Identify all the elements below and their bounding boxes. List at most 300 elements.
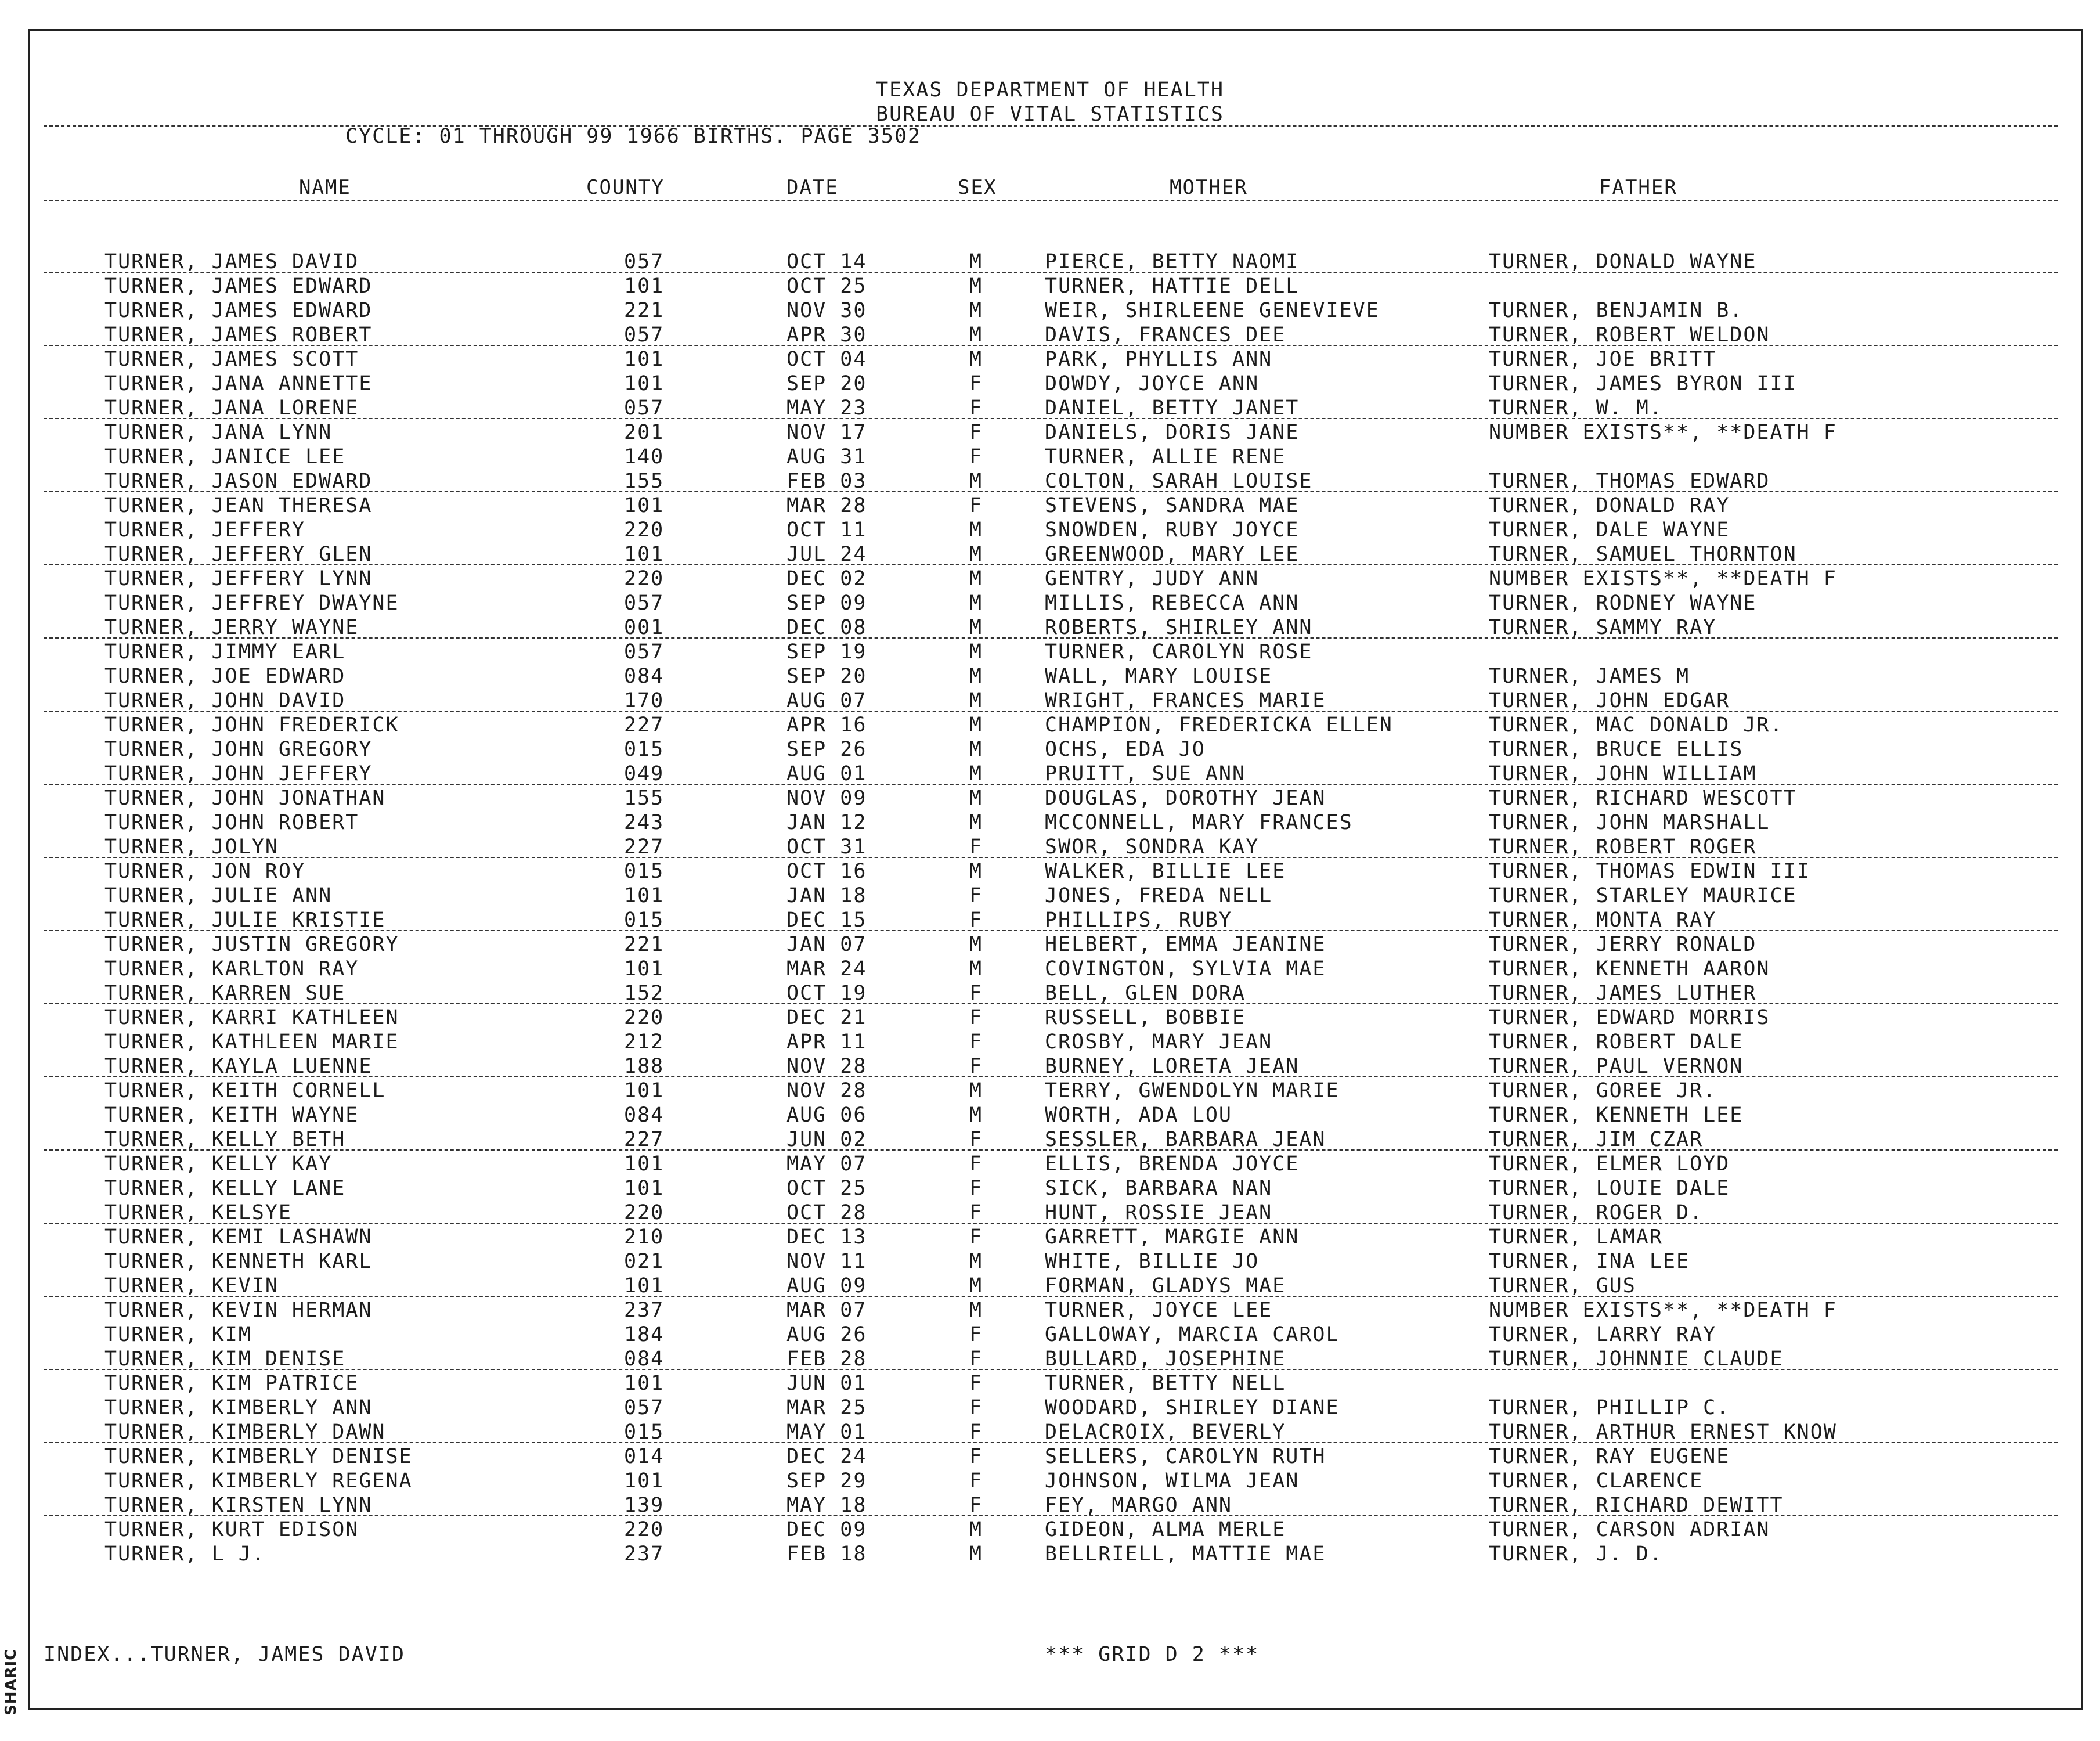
cell-father: TURNER, ELMER LOYD (1489, 1152, 1730, 1176)
cell-date: SEP 29 (786, 1469, 867, 1493)
cell-mother: FEY, MARGO ANN (1045, 1494, 1233, 1517)
cell-father: TURNER, J. D. (1489, 1542, 1663, 1566)
cell-county: 101 (624, 957, 665, 981)
cell-name: TURNER, JEFFERY (104, 518, 306, 542)
cell-sex: F (969, 1323, 983, 1346)
cell-county: 057 (624, 640, 665, 664)
table-row (0, 786, 2100, 810)
cell-sex: F (969, 1225, 983, 1249)
cell-county: 101 (624, 1152, 665, 1176)
cell-mother: DANIEL, BETTY JANET (1045, 396, 1300, 420)
table-row (0, 1030, 2100, 1054)
cell-sex: M (969, 762, 983, 785)
cell-mother: SICK, BARBARA NAN (1045, 1177, 1273, 1200)
cell-county: 220 (624, 1201, 665, 1224)
cell-date: APR 16 (786, 713, 867, 737)
cell-county: 212 (624, 1030, 665, 1054)
cell-county: 021 (624, 1250, 665, 1273)
table-row (0, 615, 2100, 640)
cell-date: NOV 30 (786, 299, 867, 322)
cell-date: SEP 20 (786, 372, 867, 395)
cell-date: OCT 28 (786, 1201, 867, 1224)
cell-name: TURNER, L J. (104, 1542, 265, 1566)
cell-county: 084 (624, 1104, 665, 1127)
cell-mother: WHITE, BILLIE JO (1045, 1250, 1260, 1273)
cell-father: TURNER, MONTA RAY (1489, 909, 1717, 932)
cycle-line: CYCLE: 01 THROUGH 99 1966 BIRTHS. PAGE 3502 (345, 125, 922, 148)
cell-sex: M (969, 592, 983, 615)
table-row (0, 640, 2100, 664)
cell-date: AUG 26 (786, 1323, 867, 1346)
cell-mother: PIERCE, BETTY NAOMI (1045, 250, 1300, 273)
bureau-title: BUREAU OF VITAL STATISTICS (876, 103, 1224, 126)
cell-mother: DANIELS, DORIS JANE (1045, 421, 1300, 444)
cell-mother: DELACROIX, BEVERLY (1045, 1421, 1286, 1444)
cell-mother: DAVIS, FRANCES DEE (1045, 323, 1286, 347)
cell-sex: M (969, 713, 983, 737)
cell-sex: M (969, 787, 983, 810)
cell-father: TURNER, SAMMY RAY (1489, 616, 1717, 639)
row-group-rule (44, 857, 2058, 858)
cell-name: TURNER, KATHLEEN MARIE (104, 1030, 399, 1054)
cell-date: JUN 01 (786, 1372, 867, 1395)
cell-date: OCT 11 (786, 518, 867, 542)
cell-name: TURNER, KURT EDISON (104, 1518, 359, 1541)
cell-date: OCT 31 (786, 835, 867, 859)
cell-county: 101 (624, 494, 665, 517)
cell-father: TURNER, STARLEY MAURICE (1489, 884, 1797, 907)
cell-father: TURNER, EDWARD MORRIS (1489, 1006, 1770, 1029)
table-row (0, 689, 2100, 713)
cell-date: MAY 18 (786, 1494, 867, 1517)
table-row (0, 445, 2100, 469)
table-row (0, 810, 2100, 835)
table-row (0, 542, 2100, 567)
row-group-rule (44, 1003, 2058, 1004)
cell-date: FEB 18 (786, 1542, 867, 1566)
cell-mother: MILLIS, REBECCA ANN (1045, 592, 1300, 615)
cell-sex: F (969, 982, 983, 1005)
cell-father: NUMBER EXISTS**, **DEATH F (1489, 1299, 1837, 1322)
cell-mother: BURNEY, LORETA JEAN (1045, 1055, 1300, 1078)
cell-name: TURNER, JIMMY EARL (104, 640, 346, 664)
table-row (0, 664, 2100, 689)
table-row (0, 1420, 2100, 1444)
cell-sex: M (969, 1079, 983, 1102)
row-group-rule (44, 1223, 2058, 1224)
cell-name: TURNER, JOHN FREDERICK (104, 713, 399, 737)
cell-mother: BELL, GLEN DORA (1045, 982, 1246, 1005)
cell-county: 155 (624, 470, 665, 493)
cell-name: TURNER, JANA LYNN (104, 421, 333, 444)
cell-mother: GALLOWAY, MARCIA CAROL (1045, 1323, 1340, 1346)
cell-mother: TURNER, HATTIE DELL (1045, 275, 1300, 298)
cell-mother: GREENWOOD, MARY LEE (1045, 543, 1300, 566)
cell-name: TURNER, JANA ANNETTE (104, 372, 373, 395)
table-row (0, 1054, 2100, 1079)
cell-date: MAR 07 (786, 1299, 867, 1322)
cell-sex: M (969, 348, 983, 371)
cell-mother: TURNER, JOYCE LEE (1045, 1299, 1273, 1322)
cell-sex: M (969, 299, 983, 322)
table-row (0, 737, 2100, 762)
cell-name: TURNER, KARREN SUE (104, 982, 346, 1005)
cell-mother: SESSLER, BARBARA JEAN (1045, 1128, 1326, 1151)
cell-mother: ELLIS, BRENDA JOYCE (1045, 1152, 1300, 1176)
cell-sex: F (969, 1006, 983, 1029)
column-header-sex: SEX (958, 176, 997, 199)
cell-date: MAY 23 (786, 396, 867, 420)
table-row (0, 323, 2100, 347)
cell-name: TURNER, JEFFREY DWAYNE (104, 592, 399, 615)
cell-father: TURNER, JAMES LUTHER (1489, 982, 1757, 1005)
cell-father: TURNER, LAMAR (1489, 1225, 1663, 1249)
table-row (0, 1469, 2100, 1493)
cell-county: 201 (624, 421, 665, 444)
cell-date: MAR 24 (786, 957, 867, 981)
cell-sex: F (969, 1152, 983, 1176)
cell-name: TURNER, JOHN JEFFERY (104, 762, 373, 785)
cell-county: 014 (624, 1445, 665, 1468)
cell-county: 227 (624, 1128, 665, 1151)
row-group-rule (44, 564, 2058, 565)
cell-name: TURNER, JANICE LEE (104, 445, 346, 468)
table-row (0, 298, 2100, 323)
cell-mother: MCCONNELL, MARY FRANCES (1045, 811, 1353, 834)
table-row (0, 1322, 2100, 1347)
cell-sex: F (969, 396, 983, 420)
table-row (0, 1201, 2100, 1225)
cell-mother: HELBERT, EMMA JEANINE (1045, 933, 1326, 956)
column-header-father: FATHER (1599, 176, 1677, 199)
cell-date: MAY 01 (786, 1421, 867, 1444)
table-row (0, 908, 2100, 932)
cell-mother: WALKER, BILLIE LEE (1045, 860, 1286, 883)
cell-sex: F (969, 835, 983, 859)
cell-father: TURNER, JOHN WILLIAM (1489, 762, 1757, 785)
cell-father: TURNER, CARSON ADRIAN (1489, 1518, 1770, 1541)
cell-mother: ROBERTS, SHIRLEY ANN (1045, 616, 1313, 639)
cell-sex: F (969, 1421, 983, 1444)
cell-county: 221 (624, 299, 665, 322)
cell-sex: F (969, 1128, 983, 1151)
cell-name: TURNER, JEFFERY LYNN (104, 567, 373, 590)
cell-sex: M (969, 957, 983, 981)
cell-father: TURNER, INA LEE (1489, 1250, 1690, 1273)
row-group-rule (44, 711, 2058, 712)
table-row (0, 1347, 2100, 1371)
cell-sex: M (969, 738, 983, 761)
cell-sex: M (969, 1518, 983, 1541)
cell-county: 210 (624, 1225, 665, 1249)
cell-county: 220 (624, 1518, 665, 1541)
cell-sex: F (969, 1396, 983, 1419)
table-row (0, 250, 2100, 274)
cell-sex: F (969, 1177, 983, 1200)
cell-father: TURNER, THOMAS EDWIN III (1489, 860, 1810, 883)
cell-name: TURNER, JERRY WAYNE (104, 616, 359, 639)
column-header-name: NAME (299, 176, 351, 199)
cell-date: JUL 24 (786, 543, 867, 566)
cell-county: 170 (624, 689, 665, 712)
table-row (0, 713, 2100, 737)
cell-name: TURNER, KAYLA LUENNE (104, 1055, 373, 1078)
cell-name: TURNER, JOHN DAVID (104, 689, 346, 712)
cell-father: TURNER, JOHN EDGAR (1489, 689, 1730, 712)
cell-mother: WOODARD, SHIRLEY DIANE (1045, 1396, 1340, 1419)
cell-county: 057 (624, 323, 665, 347)
table-row (0, 420, 2100, 445)
table-row (0, 859, 2100, 884)
cell-mother: SELLERS, CAROLYN RUTH (1045, 1445, 1326, 1468)
table-row (0, 1493, 2100, 1517)
cell-county: 015 (624, 1421, 665, 1444)
cell-date: APR 11 (786, 1030, 867, 1054)
cell-father: TURNER, BENJAMIN B. (1489, 299, 1744, 322)
cell-date: OCT 04 (786, 348, 867, 371)
table-row (0, 1396, 2100, 1420)
cell-county: 049 (624, 762, 665, 785)
cell-county: 227 (624, 835, 665, 859)
cell-father: TURNER, PAUL VERNON (1489, 1055, 1744, 1078)
cell-date: AUG 01 (786, 762, 867, 785)
cell-father: TURNER, MAC DONALD JR. (1489, 713, 1784, 737)
cell-date: AUG 06 (786, 1104, 867, 1127)
cell-father: NUMBER EXISTS**, **DEATH F (1489, 421, 1837, 444)
cell-sex: M (969, 518, 983, 542)
cell-date: DEC 08 (786, 616, 867, 639)
table-row (0, 493, 2100, 518)
table-row (0, 347, 2100, 372)
cell-father: TURNER, JIM CZAR (1489, 1128, 1704, 1151)
cell-father: TURNER, BRUCE ELLIS (1489, 738, 1744, 761)
cell-date: OCT 19 (786, 982, 867, 1005)
cell-date: FEB 28 (786, 1347, 867, 1371)
cell-sex: M (969, 543, 983, 566)
cell-date: JAN 12 (786, 811, 867, 834)
cell-sex: F (969, 421, 983, 444)
cell-sex: F (969, 1347, 983, 1371)
cell-county: 221 (624, 933, 665, 956)
table-row (0, 396, 2100, 420)
side-label-text: SHARIC (2, 1648, 20, 1715)
cell-sex: M (969, 811, 983, 834)
cell-date: DEC 21 (786, 1006, 867, 1029)
cell-sex: M (969, 860, 983, 883)
cell-father: TURNER, THOMAS EDWARD (1489, 470, 1770, 493)
row-group-rule (44, 1076, 2058, 1077)
cell-sex: F (969, 1445, 983, 1468)
cell-county: 152 (624, 982, 665, 1005)
cell-name: TURNER, KEMI LASHAWN (104, 1225, 373, 1249)
cell-mother: CROSBY, MARY JEAN (1045, 1030, 1273, 1054)
cell-county: 139 (624, 1494, 665, 1517)
table-row (0, 1298, 2100, 1322)
cell-mother: SNOWDEN, RUBY JOYCE (1045, 518, 1300, 542)
cell-mother: TURNER, ALLIE RENE (1045, 445, 1286, 468)
cell-mother: PRUITT, SUE ANN (1045, 762, 1246, 785)
cell-county: 101 (624, 348, 665, 371)
cell-county: 101 (624, 1372, 665, 1395)
cell-name: TURNER, KIMBERLY DENISE (104, 1445, 413, 1468)
cell-mother: CHAMPION, FREDERICKA ELLEN (1045, 713, 1393, 737)
cell-date: DEC 15 (786, 909, 867, 932)
cell-county: 101 (624, 1177, 665, 1200)
cell-name: TURNER, JON ROY (104, 860, 306, 883)
cell-name: TURNER, JEAN THERESA (104, 494, 373, 517)
cell-county: 057 (624, 250, 665, 273)
cell-sex: M (969, 275, 983, 298)
cell-sex: F (969, 1494, 983, 1517)
cell-mother: STEVENS, SANDRA MAE (1045, 494, 1300, 517)
cell-date: APR 30 (786, 323, 867, 347)
cell-name: TURNER, KIM PATRICE (104, 1372, 359, 1395)
cell-father: TURNER, LOUIE DALE (1489, 1177, 1730, 1200)
table-row (0, 1542, 2100, 1566)
table-row (0, 1371, 2100, 1396)
cell-sex: M (969, 933, 983, 956)
cell-county: 057 (624, 1396, 665, 1419)
cell-name: TURNER, JAMES EDWARD (104, 275, 373, 298)
cell-father: TURNER, KENNETH AARON (1489, 957, 1770, 981)
cell-date: FEB 03 (786, 470, 867, 493)
cell-name: TURNER, JAMES DAVID (104, 250, 359, 273)
cell-county: 015 (624, 860, 665, 883)
table-row (0, 1005, 2100, 1030)
cell-date: NOV 11 (786, 1250, 867, 1273)
cell-sex: F (969, 884, 983, 907)
cell-date: MAR 28 (786, 494, 867, 517)
cell-date: AUG 09 (786, 1274, 867, 1297)
cell-date: OCT 25 (786, 275, 867, 298)
cell-father: TURNER, PHILLIP C. (1489, 1396, 1730, 1419)
cell-sex: F (969, 445, 983, 468)
cell-father: TURNER, ROBERT DALE (1489, 1030, 1744, 1054)
cell-date: SEP 19 (786, 640, 867, 664)
cell-father: TURNER, CLARENCE (1489, 1469, 1704, 1493)
cell-name: TURNER, KIMBERLY ANN (104, 1396, 373, 1419)
cell-father: TURNER, RAY EUGENE (1489, 1445, 1730, 1468)
cell-date: OCT 16 (786, 860, 867, 883)
cell-sex: F (969, 909, 983, 932)
row-group-rule (44, 272, 2058, 273)
table-row (0, 567, 2100, 591)
row-group-rule (44, 637, 2058, 639)
table-row (0, 518, 2100, 542)
cell-mother: WEIR, SHIRLEENE GENEVIEVE (1045, 299, 1380, 322)
cell-mother: DOWDY, JOYCE ANN (1045, 372, 1260, 395)
cell-mother: TERRY, GWENDOLYN MARIE (1045, 1079, 1340, 1102)
cell-date: SEP 09 (786, 592, 867, 615)
cell-mother: SWOR, SONDRA KAY (1045, 835, 1260, 859)
cell-name: TURNER, JAMES EDWARD (104, 299, 373, 322)
table-row (0, 1274, 2100, 1298)
department-title: TEXAS DEPARTMENT OF HEALTH (876, 78, 1224, 102)
cell-name: TURNER, JOE EDWARD (104, 665, 346, 688)
cell-father: TURNER, RICHARD DEWITT (1489, 1494, 1784, 1517)
cell-name: TURNER, KELLY LANE (104, 1177, 346, 1200)
table-row (0, 884, 2100, 908)
cell-name: TURNER, JAMES ROBERT (104, 323, 373, 347)
table-row (0, 1444, 2100, 1469)
cell-name: TURNER, JULIE ANN (104, 884, 333, 907)
column-header-mother: MOTHER (1170, 176, 1248, 199)
table-row (0, 469, 2100, 493)
table-row (0, 274, 2100, 298)
cell-county: 101 (624, 275, 665, 298)
cell-father: TURNER, GUS (1489, 1274, 1636, 1297)
table-row (0, 762, 2100, 786)
table-row (0, 981, 2100, 1005)
cell-father: TURNER, ROBERT ROGER (1489, 835, 1757, 859)
cell-mother: WALL, MARY LOUISE (1045, 665, 1273, 688)
cell-name: TURNER, KELLY KAY (104, 1152, 333, 1176)
cell-father: TURNER, ROGER D. (1489, 1201, 1704, 1224)
grid-line: *** GRID D 2 *** (1045, 1643, 1260, 1666)
cell-sex: M (969, 250, 983, 273)
cell-father: TURNER, DONALD RAY (1489, 494, 1730, 517)
cell-date: DEC 09 (786, 1518, 867, 1541)
cell-name: TURNER, JAMES SCOTT (104, 348, 359, 371)
cell-sex: F (969, 1055, 983, 1078)
table-row (0, 1249, 2100, 1274)
cell-mother: DOUGLAS, DOROTHY JEAN (1045, 787, 1326, 810)
table-row (0, 1517, 2100, 1542)
cell-sex: M (969, 567, 983, 590)
cell-name: TURNER, JOHN JONATHAN (104, 787, 386, 810)
row-group-rule (44, 1296, 2058, 1297)
cell-sex: F (969, 372, 983, 395)
table-row (0, 932, 2100, 957)
cell-county: 015 (624, 909, 665, 932)
cell-name: TURNER, KELLY BETH (104, 1128, 346, 1151)
row-group-rule (44, 1515, 2058, 1516)
table-row (0, 1103, 2100, 1127)
cell-county: 220 (624, 518, 665, 542)
cell-sex: F (969, 1201, 983, 1224)
cell-mother: OCHS, EDA JO (1045, 738, 1206, 761)
cell-father: TURNER, DONALD WAYNE (1489, 250, 1757, 273)
cell-sex: M (969, 616, 983, 639)
cell-name: TURNER, KEITH CORNELL (104, 1079, 386, 1102)
cell-date: NOV 17 (786, 421, 867, 444)
cell-name: TURNER, KARLTON RAY (104, 957, 359, 981)
cell-county: 184 (624, 1323, 665, 1346)
cell-county: 101 (624, 1469, 665, 1493)
table-row (0, 591, 2100, 615)
cell-mother: COVINGTON, SYLVIA MAE (1045, 957, 1326, 981)
cell-father: TURNER, JAMES BYRON III (1489, 372, 1797, 395)
cell-date: JAN 18 (786, 884, 867, 907)
cell-date: DEC 13 (786, 1225, 867, 1249)
cell-county: 101 (624, 1274, 665, 1297)
cell-date: MAY 07 (786, 1152, 867, 1176)
cell-name: TURNER, JOHN GREGORY (104, 738, 373, 761)
cell-county: 084 (624, 665, 665, 688)
row-group-rule (44, 784, 2058, 785)
cell-name: TURNER, KIM DENISE (104, 1347, 346, 1371)
cell-sex: M (969, 1104, 983, 1127)
cell-mother: BULLARD, JOSEPHINE (1045, 1347, 1286, 1371)
cell-name: TURNER, KIMBERLY REGENA (104, 1469, 413, 1493)
cell-sex: M (969, 1542, 983, 1566)
cell-sex: M (969, 689, 983, 712)
cell-sex: F (969, 1030, 983, 1054)
cell-mother: WORTH, ADA LOU (1045, 1104, 1233, 1127)
cell-county: 227 (624, 713, 665, 737)
cell-father: TURNER, RICHARD WESCOTT (1489, 787, 1797, 810)
cell-sex: F (969, 1372, 983, 1395)
